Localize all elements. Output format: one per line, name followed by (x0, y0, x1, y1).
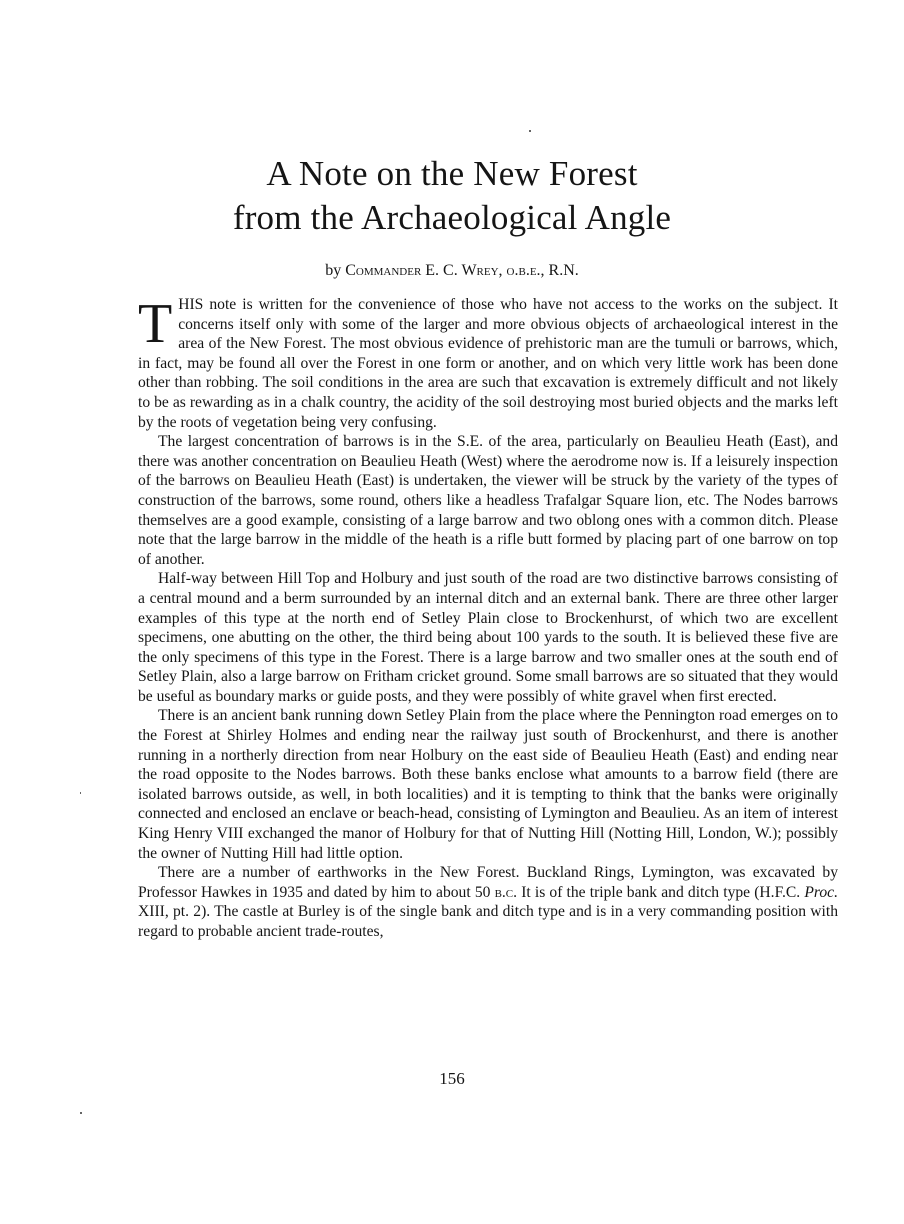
article-title-line-1: A Note on the New Forest (266, 154, 638, 193)
paragraph-1-text: HIS note is written for the convenience of those who have not access to the works on the subject. It concerns itself only with some of the larger and more obvious objects of archaeological interest in the area of the New Forest. The most obvious evidence of prehistoric man are the tumuli or barrows, which, in fact, may be found all over the Forest in one form or another, and on which very little work has been done other than robbing. The soil conditions in the area are such that excavation is extremely difficult and not likely to be as rewarding as in a chalk country, the acidity of the soil destroying most buried objects and the marks left by the roots of vegetation being very confusing. (138, 296, 838, 431)
article-body (138, 295, 838, 942)
drop-cap: T (138, 293, 173, 355)
era-abbreviation: b.c. (494, 883, 518, 901)
paragraph-5-text-a: There are a number of earthworks in the New Forest. Buckland Rings, Lymington, was excavated by Professor Hawkes in 1935 and dated by him to about 50 (138, 864, 838, 901)
author-rank: R.N. (548, 262, 579, 279)
print-speck (529, 130, 531, 132)
page-number: 156 (439, 1069, 465, 1088)
print-speck (80, 1112, 82, 1114)
journal-abbreviation: Proc. (804, 883, 838, 901)
article-title-line-2: from the Archaeological Angle (232, 198, 672, 237)
author-byline (0, 261, 904, 281)
paragraph-3: Half-way between Hill Top and Holbury and just south of the road are two distinctive barrows consisting of a central mound and a berm surrounded by an internal ditch and an external bank. There are three other larger examples of this type at the north end of Setley Plain close to Brockenhurst, of which two are excellent specimens, one abutting on the other, the third being about 100 yards to the south. It is believed these five are the only specimens of this type in the Forest. There is a large barrow and two smaller ones at the south end of Setley Plain, also a large barrow on Fritham cricket ground. Some small barrows are so situated that they would be useful as boundary marks or guide posts, and they were possibly of white gravel when first erected. (138, 570, 838, 705)
paragraph-1 (138, 295, 838, 432)
paragraph-2: The largest concentration of barrows is in the S.E. of the area, particularly on Beaulieu Heath (East), and there was another concentration on Beaulieu Heath (West) where the aerodrome now is. If a leisurely inspection of the barrows on Beaulieu Heath (East) is undertaken, the viewer will be struck by the variety of the types of construction of the barrows, some round, others like a headless Trafalgar Square lion, etc. The Nodes barrows themselves are a good example, consisting of a large barrow and two oblong ones with a common ditch. Please note that the large barrow in the middle of the heath is a rifle butt formed by placing part of one barrow on top of another. (138, 433, 838, 568)
paragraph-5-text-c: XIII, pt. 2). The castle at Burley is of the single bank and ditch type and is in a very commanding position with regard to probable ancient trade-routes, (138, 903, 838, 940)
paragraph-5-text-b: It is of the triple bank and ditch type (H.F.C. (517, 883, 805, 901)
print-speck (80, 792, 81, 794)
byline-prefix: by (325, 262, 342, 279)
author-honour: o.b.e., (506, 262, 545, 279)
paragraph-4: There is an ancient bank running down Setley Plain from the place where the Pennington road emerges on to the Forest at Shirley Holmes and ending near the railway just south of Brockenhurst, and there is another running in a northerly direction from near Holbury on the east side of Beaulieu Heath (East) and ending near the road opposite to the Nodes barrows. Both these banks enclose what amounts to a barrow field (there are isolated barrows outside, as well, in both localities) and it is tempting to think that the banks were originally connected and enclosed an enclave or beach-head, consisting of Lymington and Beaulieu. As an item of interest King Henry VIII exchanged the manor of Holbury for that of Nutting Hill (Notting Hill, London, W.); possibly the owner of Nutting Hill had little option. (138, 707, 838, 862)
paragraph-5 (138, 863, 838, 941)
author-name: Commander E. C. Wrey, (345, 262, 503, 279)
